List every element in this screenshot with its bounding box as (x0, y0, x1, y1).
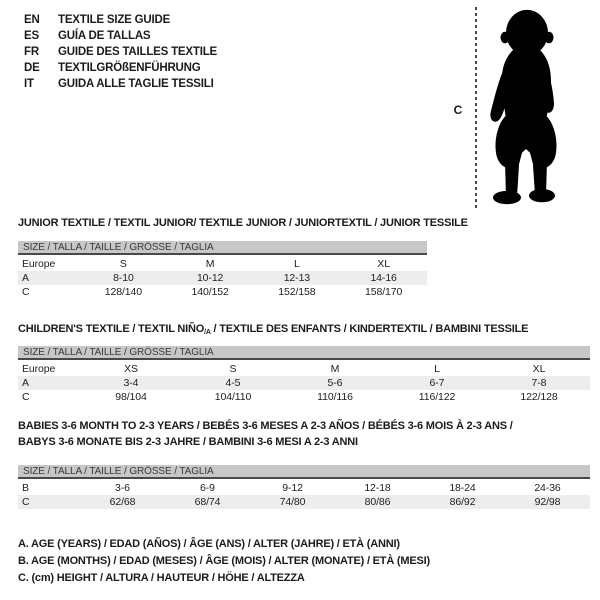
row-label-cell: C (22, 496, 30, 508)
children-size-table (18, 362, 590, 404)
value-cell: XL (532, 363, 546, 375)
guide-title: TEXTILGRÖßENFÜHRUNG (58, 62, 201, 74)
value-cell: L (294, 258, 300, 270)
size-header-bar: SIZE / TALLA / TAILLE / GRÖSSE / TAGLIA (18, 346, 590, 360)
value-cell: 10-12 (196, 272, 224, 284)
height-measure-label: C (453, 103, 463, 117)
table-row (18, 390, 590, 404)
row-label-cell: C (22, 286, 30, 298)
value-cell: 4-5 (225, 377, 241, 389)
size-header-bar: SIZE / TALLA / TAILLE / GRÖSSE / TAGLIA (18, 465, 590, 479)
value-cell: 80/86 (364, 496, 391, 508)
value-cell: 12-13 (283, 272, 311, 284)
value-cell: 9-12 (282, 482, 303, 494)
row-label-cell: Europe (22, 258, 56, 270)
language-legend (24, 12, 217, 92)
value-cell: 3-6 (115, 482, 130, 494)
footnote-age-years: A. AGE (YEARS) / EDAD (AÑOS) / ÂGE (ANS) / ALTER (JAHRE) / ETÀ (ANNI) (18, 538, 400, 550)
size-header-bar: SIZE / TALLA / TAILLE / GRÖSSE / TAGLIA (18, 241, 427, 255)
junior-section-title (18, 215, 468, 231)
value-cell: M (330, 363, 340, 375)
value-cell: 140/152 (191, 286, 229, 298)
row-label-cell: B (22, 482, 29, 494)
value-cell: 110/116 (317, 391, 353, 403)
value-cell: 18-24 (449, 482, 476, 494)
footnote-height-cm: C. (cm) HEIGHT / ALTURA / HAUTEUR / HÖHE / ALTEZZA (18, 572, 305, 584)
junior-size-table (18, 257, 427, 299)
table-row (18, 481, 590, 495)
value-cell: 128/140 (104, 286, 142, 298)
value-cell: L (434, 363, 440, 375)
language-code: DE (24, 62, 40, 74)
value-cell: 122/128 (520, 391, 558, 403)
value-cell: 68/74 (194, 496, 221, 508)
guide-title: GUIDA ALLE TAGLIE TESSILI (58, 78, 214, 90)
value-cell: 86/92 (449, 496, 476, 508)
guide-title: GUÍA DE TALLAS (58, 30, 151, 42)
table-row (18, 285, 427, 299)
value-cell: 6-9 (200, 482, 215, 494)
guide-title: TEXTILE SIZE GUIDE (58, 14, 171, 26)
value-cell: 7-8 (531, 377, 547, 389)
language-code: IT (24, 78, 34, 90)
guide-title: GUIDE DES TAILLES TEXTILE (58, 46, 217, 58)
language-code: EN (24, 14, 40, 26)
value-cell: 98/104 (115, 391, 147, 403)
value-cell: 8-10 (113, 272, 134, 284)
value-cell: 14-16 (370, 272, 397, 284)
value-cell: 5-6 (327, 377, 343, 389)
table-row (18, 362, 590, 376)
value-cell: 3-4 (123, 377, 139, 389)
table-row (18, 495, 590, 509)
value-cell: 24-36 (534, 482, 561, 494)
value-cell: S (119, 258, 127, 270)
value-cell: XL (377, 258, 390, 270)
table-row (18, 271, 427, 285)
value-cell: 152/158 (278, 286, 316, 298)
value-cell: 62/68 (109, 496, 136, 508)
value-cell: 6-7 (429, 377, 445, 389)
value-cell: 104/110 (214, 391, 252, 403)
junior-section-title-text: JUNIOR TEXTILE / TEXTIL JUNIOR/ TEXTILE JUNIOR / JUNIORTEXTIL / JUNIOR TESSILE (18, 217, 468, 229)
table-row (18, 257, 427, 271)
babies-size-table (18, 481, 590, 509)
babies-section-title (18, 418, 513, 450)
language-code: FR (24, 46, 39, 58)
row-label-cell: Europe (22, 363, 56, 375)
value-cell: 158/170 (364, 286, 403, 298)
value-cell: XS (124, 363, 138, 375)
footnote-age-months: B. AGE (MONTHS) / EDAD (MESES) / ÂGE (MOIS) / ALTER (MONATE) / ETÀ (MESI) (18, 555, 430, 567)
row-label-cell: C (22, 391, 30, 403)
value-cell: 74/80 (279, 496, 306, 508)
table-row (18, 376, 590, 390)
language-code: ES (24, 30, 39, 42)
babies-section-title-line1: BABIES 3-6 MONTH TO 2-3 YEARS / BEBÉS 3-6 MESES A 2-3 AÑOS / BÉBÉS 3-6 MOIS À 2-3 ANS / (18, 420, 513, 432)
children-section-title (18, 321, 528, 341)
children-section-title-subscript: /A (204, 329, 211, 336)
value-cell: 12-18 (364, 482, 391, 494)
children-section-title-text: CHILDREN'S TEXTILE / TEXTIL NIÑO (18, 323, 205, 335)
row-label-cell: A (22, 377, 29, 389)
children-section-title-text: / TEXTILE DES ENFANTS / KINDERTEXTIL / BAMBINI TESSILE (210, 323, 529, 335)
value-cell: 92/98 (534, 496, 561, 508)
height-dashed-line (475, 7, 477, 209)
value-cell: 116/122 (418, 391, 456, 403)
value-cell: S (229, 363, 237, 375)
row-label-cell: A (22, 272, 29, 284)
legend-footnotes (18, 536, 430, 587)
value-cell: M (205, 258, 215, 270)
babies-section-title-line2: BABYS 3-6 MONATE BIS 2-3 JAHRE / BAMBINI 3-6 MESI A 2-3 ANNI (18, 436, 358, 448)
toddler-silhouette-image (481, 8, 571, 208)
